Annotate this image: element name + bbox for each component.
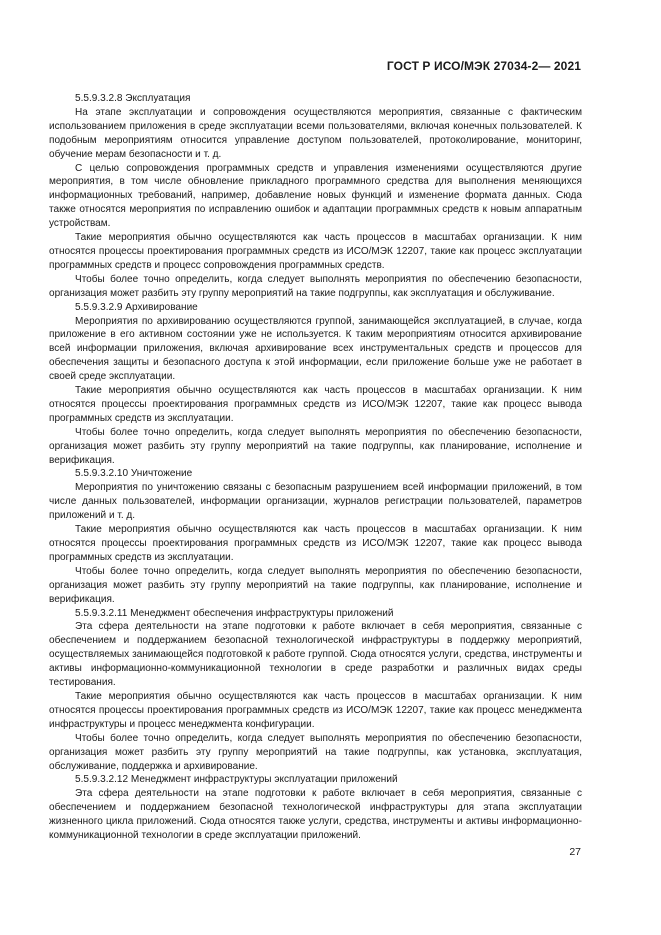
section-heading-infrastructure-provisioning: 5.5.9.3.2.11 Менеджмент обеспечения инфраструктуры приложений xyxy=(75,607,394,619)
paragraph: Такие мероприятия обычно осуществляются как часть процессов в масштабах организации. К ним относятся процессы проектирования программных средств из ИСО/МЭК 12207, такие как процесс менеджмента инфраструктуры и процесс менеджмента конфигурации. xyxy=(49,690,582,730)
document-header: ГОСТ Р ИСО/МЭК 27034-2— 2021 xyxy=(386,59,581,73)
section-heading-destruction: 5.5.9.3.2.10 Уничтожение xyxy=(75,468,193,480)
paragraph: На этапе эксплуатации и сопровождения осуществляются мероприятия, связанные с фактическим использованием приложения в среде эксплуатации всеми пользователями, включая конечных пользователей. К подобным мероприятиям относится управление доступом пользователей, протоколирование, мониторинг, обучение мерам безопасности и т. д. xyxy=(49,106,582,160)
paragraph: Чтобы более точно определить, когда следует выполнять мероприятия по обеспечению безопасности, организация может разбить эту группу мероприятий на такие подгруппы, как установка, эксплуатация, обслуживание, поддержка и архивирование. xyxy=(49,732,582,772)
section-heading-operation-infrastructure: 5.5.9.3.2.12 Менеджмент инфраструктуры эксплуатации приложений xyxy=(75,774,398,786)
paragraph: Мероприятия по уничтожению связаны с безопасным разрушением всей информации приложений, в том числе данных пользователей, информации организации, журналов регистрации пользователей, параметров приложений и т. д. xyxy=(49,482,582,522)
paragraph: Чтобы более точно определить, когда следует выполнять мероприятия по обеспечению безопасности, организация может разбить эту группу мероприятий на такие подгруппы, как планирование, исполнение и верификация. xyxy=(49,426,582,466)
paragraph: Такие мероприятия обычно осуществляются как часть процессов в масштабах организации. К ним относятся процессы проектирования программных средств из ИСО/МЭК 12207, такие как процесс вывода программных средств из эксплуатации. xyxy=(49,385,582,424)
page-number: 27 xyxy=(569,846,581,858)
paragraph: Эта сфера деятельности на этапе подготовки к работе включает в себя мероприятия, связанные с обеспечением и поддержанием безопасной технологической инфраструктуры в поддержку мероприятий, осуществляемых занимающейся подготовкой к работе группой. Сюда относятся услуги, средства, инструменты и активы информационно-коммуникационной технологии в среде разработки и различных видах среды тестирования. xyxy=(49,621,582,689)
section-heading-archiving: 5.5.9.3.2.9 Архивирование xyxy=(75,301,198,313)
paragraph: С целью сопровождения программных средств и управления изменениями осуществляются другие мероприятия, в том числе обновление прикладного программного средства для выполнения меняющихся информационных требований, например, добавление новых функций и изменение формата данных. Сюда также относятся мероприятия по исправлению ошибок и адаптации программных средств к новым аппаратным устройствам. xyxy=(49,162,582,230)
document-body xyxy=(49,92,582,843)
section-heading-operation: 5.5.9.3.2.8 Эксплуатация xyxy=(75,93,191,104)
paragraph: Чтобы более точно определить, когда следует выполнять мероприятия по обеспечению безопасности, организация может разбить эту группу мероприятий на такие подгруппы, как планирование, исполнение и верификация. xyxy=(49,565,582,605)
paragraph: Эта сфера деятельности на этапе подготовки к работе включает в себя мероприятия, связанные с обеспечением и поддержанием безопасной технологической инфраструктуры для этапа эксплуатации жизненного цикла приложений. Сюда относятся также услуги, средства, инструменты и активы информационно-коммуникационной технологии в среде эксплуатации приложений. xyxy=(49,788,582,842)
paragraph: Чтобы более точно определить, когда следует выполнять мероприятия по обеспечению безопасности, организация может разбить эту группу мероприятий на такие подгруппы, как эксплуатация и обслуживание. xyxy=(49,273,582,299)
paragraph: Такие мероприятия обычно осуществляются как часть процессов в масштабах организации. К ним относятся процессы проектирования программных средств из ИСО/МЭК 12207, такие как процесс вывода программных средств из эксплуатации. xyxy=(49,524,582,563)
paragraph: Такие мероприятия обычно осуществляются как часть процессов в масштабах организации. К ним относятся процессы проектирования программных средств из ИСО/МЭК 12207, такие как процесс эксплуатации программных средств и процесс сопровождения программных средств. xyxy=(49,232,582,271)
paragraph: Мероприятия по архивированию осуществляются группой, занимающейся эксплуатацией, в случае, когда приложение в его активном состоянии уже не используется. К таким мероприятиям относится архивирование всей информации приложения, включая архивирование всех инструментальных средств и процессов для обеспечения защиты и безопасного доступа к этой информации, если приложение больше уже не работает в своей среде эксплуатации. xyxy=(49,315,582,383)
